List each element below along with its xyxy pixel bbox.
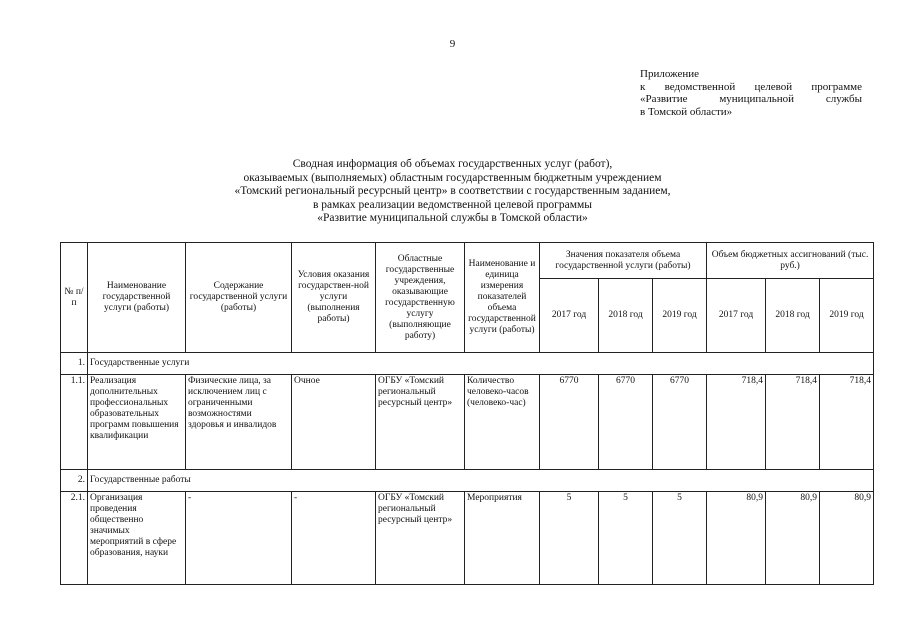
volume-value: 5 (653, 492, 707, 585)
title-line: оказываемых (выполняемых) областным государственным бюджетным учреждением (243, 171, 662, 184)
section-num: 1. (61, 353, 88, 375)
section-row (61, 470, 874, 492)
title-line: Сводная информация об объемах государственных услуг (работ), (292, 158, 613, 170)
budget-value: 80,9 (820, 492, 874, 585)
volume-value: 6770 (653, 375, 707, 470)
title-line: «Томский региональный ресурсный центр» в соответствии с государственным заданием, (234, 185, 671, 197)
budget-value: 80,9 (707, 492, 766, 585)
service-name-cell: Реализация дополнительных профессиональных образовательных программ повышения квалификации (88, 375, 186, 470)
indicator-cell: Мероприятия (465, 492, 540, 585)
table-row (61, 375, 874, 470)
header-num: № п/п (61, 243, 88, 353)
volume-value: 5 (540, 492, 599, 585)
header-volume-group: Значения показателя объема государственной услуги (работы) (540, 243, 707, 279)
service-name-cell: Организация проведения общественно значимых мероприятий в сфере образования, науки (88, 492, 186, 585)
appendix-header (640, 68, 862, 118)
header-conditions: Условия оказания государствен-ной услуги (выполнения работы) (292, 243, 376, 353)
indicator-cell: Количество человеко-часов (человеко-час) (465, 375, 540, 470)
services-table (60, 242, 874, 585)
header-year: 2019 год (653, 279, 707, 353)
volume-value: 5 (599, 492, 653, 585)
page-number: 9 (449, 38, 456, 50)
row-num: 1.1. (61, 375, 88, 470)
appendix-line: «Развитие муниципальной службы (640, 93, 862, 105)
header-year: 2018 год (599, 279, 653, 353)
budget-value: 718,4 (820, 375, 874, 470)
header-year: 2017 год (540, 279, 599, 353)
row-num: 2.1. (61, 492, 88, 585)
content-cell: Физические лица, за исключением лиц с ограниченными возможностями здоровья и инвалидов (186, 375, 292, 470)
appendix-line: Приложение (640, 68, 700, 80)
conditions-cell: - (292, 492, 376, 585)
volume-value: 6770 (599, 375, 653, 470)
section-num: 2. (61, 470, 88, 492)
budget-value: 718,4 (766, 375, 820, 470)
header-institutions: Областные государственные учреждения, оказывающие государственную услугу (выполняющие работу) (376, 243, 465, 353)
header-year: 2017 год (707, 279, 766, 353)
budget-value: 718,4 (707, 375, 766, 470)
section-title: Государственные работы (88, 470, 874, 492)
institution-cell: ОГБУ «Томский региональный ресурсный центр» (376, 375, 465, 470)
document-title (0, 158, 905, 226)
volume-value: 6770 (540, 375, 599, 470)
appendix-line: к ведомственной целевой программе (640, 80, 862, 93)
header-year: 2018 год (766, 279, 820, 353)
conditions-cell: Очное (292, 375, 376, 470)
header-service-name: Наименование государственной услуги (работы) (88, 243, 186, 353)
title-line: в рамках реализации ведомственной целевой программы (312, 198, 593, 211)
header-indicator: Наименование и единица измерения показателей объема государственной услуги (работы) (465, 243, 540, 353)
header-budget-group: Объем бюджетных ассигнований (тыс. руб.) (707, 243, 874, 279)
header-year: 2019 год (820, 279, 874, 353)
table-row (61, 492, 874, 585)
budget-value: 80,9 (766, 492, 820, 585)
header-content: Содержание государственной услуги (работы) (186, 243, 292, 353)
section-title: Государственные услуги (88, 353, 874, 375)
title-line: «Развитие муниципальной службы в Томской области» (317, 212, 588, 224)
appendix-line: в Томской области» (640, 105, 733, 118)
content-cell: - (186, 492, 292, 585)
section-row (61, 353, 874, 375)
institution-cell: ОГБУ «Томский региональный ресурсный центр» (376, 492, 465, 585)
